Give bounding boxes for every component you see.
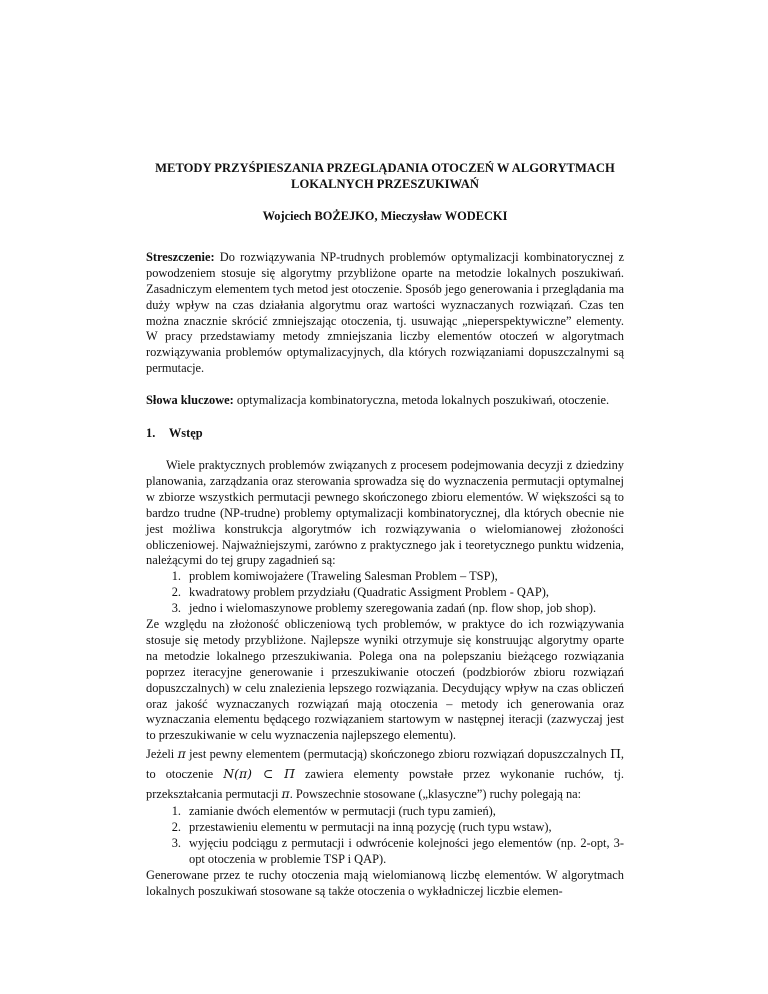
- section-number: 1.: [146, 426, 156, 441]
- abstract-label: Streszczenie:: [146, 249, 215, 264]
- list-item: 3. wyjęciu podciągu z permutacji i odwrócenie kolejności jego elementów (np. 2-opt, 3-opt otoczenia w problemie TSP i QAP).: [171, 836, 624, 866]
- problem-list: [146, 569, 624, 617]
- paragraph-4: Generowane przez te ruchy otoczenia mają wielomianową liczbę elementów. W algorytmach lokalnych poszukiwań stosowane są także otoczenia o wykładniczej liczbie elemen-: [146, 867, 624, 898]
- abstract-text: Do rozwiązywania NP-trudnych problemów optymalizacji kombinatorycznej z powodzeniem stosuje się algorytmy przybliżone oparte na metodzie lokalnych poszukiwań. Zasadniczym elementem tych metod jest otoczenie. Sposób jego generowania i przeglądania ma duży wpływ na czas działania algorytmu oraz wartości wyznaczanych rozwiązań. Czas ten można znacznie skrócić zmniejszając otoczenia, tj. usuwając „nieperspektywiczne” elementy. W pracy przedstawiamy metody zmniejszania liczby elementów otoczeń w algorytmach rozwiązywania problemów optymalizacyjnych, dla których rozwiązaniami dopuszczalnymi są permutacje.: [146, 249, 624, 376]
- list-item: 2. kwadratowy problem przydziału (Quadratic Assigment Problem - QAP),: [171, 585, 549, 600]
- abstract: [146, 250, 624, 377]
- list-item: 1. problem komiwojażere (Traweling Salesman Problem – TSP),: [171, 569, 498, 584]
- authors: Wojciech BOŻEJKO, Mieczysław WODECKI: [262, 209, 508, 223]
- keywords: [146, 393, 624, 409]
- Pi-symbol: Π: [610, 746, 621, 762]
- list-item: 2. przestawieniu elementu w permutacji na inną pozycję (ruch typu wstaw),: [171, 820, 552, 835]
- moves-list: [146, 804, 624, 868]
- neighborhood-formula: N(π) ⊂ Π: [223, 766, 295, 782]
- paragraph-1: Wiele praktycznych problemów związanych z procesem podejmowania decyzji z dziedziny planowania, zarządzania oraz sterowania sprowadza się do wyznaczenia permutacji optymalnej w zbiorze wszystkich permutacji pewnego skończonego zbioru elementów. W większości są to bardzo trudne (NP-trudne) problemy optymalizacji kombinatorycznej, dla których obecnie nie jest możliwa konstrukcja algorytmów ich rozwiązywania o wielomianowej złożoności obliczeniowej. Najważniejszymi, zarówno z praktycznego jak i teoretycznego punktu widzenia, należącymi do tej grupy zagadnień są:: [146, 457, 624, 568]
- document-page: [146, 160, 624, 900]
- section-title: Wstęp: [168, 426, 203, 441]
- section-heading: [146, 426, 624, 442]
- list-item: 3. jedno i wielomaszynowe problemy szeregowania zadań (np. flow shop, job shop).: [171, 601, 597, 616]
- paper-title: METODY PRZYŚPIESZANIA PRZEGLĄDANIA OTOCZEŃ W ALGORYTMACH LOKALNYCH PRZESZUKIWAŃ: [155, 161, 615, 191]
- paragraph-2: Ze względu na złożoność obliczeniową tych problemów, w praktyce do ich rozwiązywania stosuje się metody przybliżone. Najlepsze wyniki otrzymuje się konstruując algorytmy oparte na metodzie lokalnego przeszukiwania. Polega ona na polepszaniu bieżącego rozwiązania poprzez iteracyjne generowanie i przeszukiwanie otoczeń (podzbiorów zbioru rozwiązań dopuszczalnych) w celu znalezienia lepszego rozwiązania. Decydujący wpływ na czas obliczeń oraz jakość wyznaczanych rozwiązań mają otoczenia – metody ich generowania oraz wyznaczania elementu będącego rozwiązaniem startowym w następnej iteracji (zazwyczaj jest to przeszukiwanie w celu wyznaczenia najlepszego elementu).: [146, 617, 624, 743]
- list-item: 1. zamianie dwóch elementów w permutacji (ruch typu zamień),: [171, 804, 496, 819]
- pi-symbol: π: [177, 746, 186, 762]
- paragraph-3: Jeżeli π jest pewny elementem (permutacją) skończonego zbioru rozwiązań dopuszczalnych Π, to otoczenie N(π) ⊂ Π zawiera elementy powstałe przez wykonanie ruchów, tj. przekształcania permutacji π. Powszechnie stosowane („klasyczne”) ruchy polegają na:: [146, 746, 624, 802]
- pi-symbol: π: [281, 786, 290, 802]
- keywords-text: optymalizacja kombinatoryczna, metoda lokalnych poszukiwań, otoczenie.: [236, 393, 610, 408]
- keywords-label: Słowa kluczowe:: [146, 393, 234, 408]
